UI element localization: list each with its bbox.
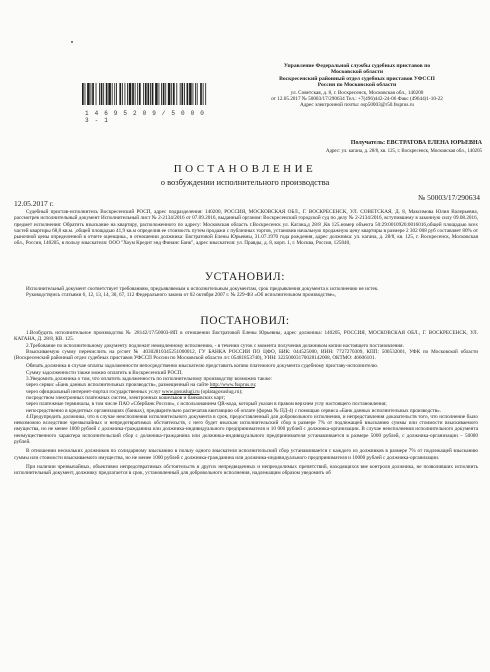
barcode-bar <box>197 83 198 105</box>
intro-paragraph <box>14 209 478 247</box>
barcode-bar <box>108 83 111 105</box>
barcode-bar <box>184 83 185 105</box>
barcode-bar <box>85 83 86 105</box>
barcode-bar <box>173 83 175 105</box>
barcode-bar <box>87 83 90 105</box>
barcode-bar <box>168 83 171 105</box>
gosuslugi-link[interactable]: www.gosuslugi.ru <box>161 388 200 395</box>
barcode-bar <box>135 83 136 105</box>
barcode-bar <box>176 83 177 105</box>
issuer-email: Адрес электронной почты: osp50003@r50.fssprus.ru <box>299 102 415 109</box>
payment-option-fssp-text: через сервис «Банк данных исполнительных производств», размещенный на сайте <box>26 382 209 389</box>
barcode-bar <box>203 83 204 105</box>
issuer-header <box>232 63 482 108</box>
clause-3: 3.Уведомить должника о том, что оплатить задолженность по исполнительному производству возможно также: <box>26 376 272 383</box>
force-majeure-note: При наличии чрезвычайных, объективно непредотвратимых обстоятельств и других непредвиденных и непреодолимых препятствий, находящихся вне контроля должника, не позволивших исполнить исполнительный документ, должнику предлагается в срок, установленный для добровольного исполнения, надлежащим образом уведомить об <box>14 463 478 477</box>
barcode-bar <box>103 83 104 105</box>
recipient-name: Получатель: ЕВСТРАТОВА ЕЛЕНА ЮРЬЕВНА <box>350 140 482 146</box>
barcode-bar <box>114 83 115 105</box>
barcode-bar <box>106 83 108 105</box>
barcode-bar <box>122 83 123 105</box>
payment-option-gosuslugi-end: (oplatagosuslug.ru); <box>200 388 243 395</box>
section-established: УСТАНОВИЛ: <box>204 271 286 283</box>
barcode-bar <box>143 83 144 105</box>
fssp-link[interactable]: http://www.fssprus.ru <box>209 382 255 389</box>
barcode-bar <box>180 83 181 105</box>
payment-option-fssp-end: ; <box>254 382 257 389</box>
barcode-bar <box>112 83 113 105</box>
issuer-line-4: России по Московской области <box>317 82 397 89</box>
recipient-address: Адрес: ул. кагана, д. 28/8, кв. 125, г. Воскресенск, Московская обл., 140205 <box>325 149 482 154</box>
section-resolved: ПОСТАНОВИЛ: <box>200 315 290 327</box>
payment-option-banks: непосредственно в кредитных организациях (банках), предварительно распечатав квитанцию об оплате (форма № ПД-4) с помощью сервиса «Банк данных исполнительных производств». <box>26 407 442 414</box>
barcode-bar <box>139 83 141 105</box>
barcode-bar <box>147 83 149 105</box>
barcode-bar <box>193 83 194 105</box>
barcode-bar <box>132 83 134 105</box>
barcode-bar <box>155 83 158 105</box>
barcode-bar <box>82 83 84 105</box>
barcode-bar <box>150 83 151 105</box>
barcode-bar <box>92 83 94 105</box>
established-block <box>14 286 478 299</box>
document-date: 12.05.2017 г. <box>14 199 54 208</box>
document-subtitle: о возбуждении исполнительного производства <box>160 177 330 187</box>
barcode-bar <box>205 83 206 105</box>
barcode-bar <box>119 83 121 105</box>
issuer-line-2: Московской области <box>330 69 384 76</box>
barcode-image <box>82 83 207 105</box>
barcode-bar <box>101 83 103 105</box>
barcode-bar <box>181 83 183 105</box>
established-text-1: Исполнительный документ соответствует требованиям, предъявляемым к исполнительным документам, срок предъявления документа к исполнению не истек. <box>26 286 379 292</box>
payment-option-gosuslugi-text: через официальный интернет-портал государственных услуг <box>26 388 161 395</box>
pay-at-office-note: Сумму задолженности также можно оплатить в Воскресенский РОСП. <box>26 369 183 376</box>
barcode-bar <box>189 83 192 105</box>
barcode-bar <box>152 83 154 105</box>
barcode-bar <box>96 83 97 105</box>
barcode-bar <box>195 83 196 105</box>
barcode-bar <box>116 83 117 105</box>
document-number: № 50003/17/290634 <box>418 193 480 202</box>
barcode-bar <box>137 83 138 105</box>
barcode-bar <box>129 83 132 105</box>
punch-mark <box>71 41 73 43</box>
intro-text: Судебный пристав-исполнитель Воскресенский РОСП, адрес подразделения: 140200, РОССИЯ, МОСКОВСКАЯ ОБЛ., Г. ВОСКРЕСЕНСК, УЛ. СОВЕТСКАЯ, Д. 8, Максимова Юлия Валерьевна, рассмотрев исполнительный документ Исполнительный лист № 2-2134/2016 от 07.09.2016, выданный органом: Воскресенский городской суд по делу № 2-2134/2016, вступившему в законную силу 09.08.2016, предмет исполнения: Обратить взыскание на квартиру, расположенного по адресу: Московская область г.Воскресенск ул. Кагана,д 28/8 ,Кв 125.номер объекта 50:29:0010926:0016016,общей площадью всех частей квартиры 68,8 кв.м. ,общей площадью 41,9 кв.м определив ее стоимость путем продажи с публичных торгов, установив начальную продажную цену квартиры в размере 2 302 008 руб составляет 80% от рыночной цены определенной в отчете оценщика., в отношении должника: Евстратовой Елены Юрьевны, 31.07.1970 года рождения, адрес должника: ул. кагана, д. 28/8, кв. 125, г. Воскресенск, Московская обл., Россия, 140205, в пользу взыскателя: ООО "Хоум Кредит энд Финанс Банк", адрес взыскателя: ул. Правды, д. 8, корп. 1, г. Москва, Россия, 125040, <box>14 209 478 247</box>
barcode-bar <box>171 83 172 105</box>
barcode-bar <box>91 83 92 105</box>
established-text-2: Руководствуясь статьями 6, 12, 13, 14, 30, 67, 112 Федерального закона от 02 октября 2007 г. № 229-ФЗ «Об исполнительном производстве», <box>26 292 336 299</box>
joint-debtors-note: В отношении нескольких должников по солидарному взысканию в пользу одного взыскателя исполнительский сбор устанавливается с каждого из должников в размере 7% от подлежащей взысканию суммы или стоимости взыскиваемого имущества, но не менее 1000 рублей с должника-гражданина или должника-индивидуального предпринимателя и 10000 рублей с должника-организации. <box>14 448 478 461</box>
issuer-line-3: Воскресенский районный отдел судебных приставов УФССП <box>279 75 435 82</box>
barcode-bar <box>165 83 166 105</box>
payment-proof-note: Обязать должника в случае оплаты задолженности непосредственно взыскателю представить копию платежного документа судебному приставу-исполнителю. <box>26 363 379 370</box>
issuer-address: ул. Советская, д. 8, г. Воскресенск, Московская обл., 140200 <box>290 89 424 96</box>
payment-option-terminals: через платежные терминалы, в том числе ПАО «Сбербанк России», с использованием QR-кода, который указан в правом верхнем углу настоящего постановления; <box>26 401 387 408</box>
barcode-bar <box>127 83 128 105</box>
clause-1: 1.Возбудить исполнительное производство № 28142/17/50003-ИП в отношении Евстратовой Елены Юрьевны, адрес должника: 140205, РОССИЯ, МОСКОВСКАЯ ОБЛ., Г. ВОСКРЕСЕНСК, УЛ. КАГАНА, Д. 28/8, КВ. 125. <box>14 330 478 343</box>
clause-4: 4.Предупредить должника, что в случае неисполнения исполнительного документа в срок, предоставленный для добровольного исполнения, и непредставления доказательств того, что исполнение было невозможно вследствие чрезвычайных и непредотвратимых обстоятельств, с него будет взыскан исполнительский сбор в размере 7% от подлежащей взысканию суммы или стоимости взыскиваемого имущества, но не менее 1000 рублей с должника-гражданина или должника-индивидуального предпринимателя и 10 000 рублей с должника-организации. В случае неисполнения исполнительного документа неимущественного характера исполнительский сбор с должника-гражданина или должника-индивидуального предпринимателя устанавливается в размере 5000 рублей, с должника-организации – 50000 рублей. <box>14 413 478 446</box>
barcode-bar <box>163 83 165 105</box>
payment-details: Взыскиваемую сумму перечислить на р/счет № 40302810345251000012, ГУ БАНКА РОССИИ ПО ЦФО, БИК: 044525000, ИНН: 7727270309, КПП: 500532001, УФК по Московской области (Воскресенский районный отдел судебных приставов УФССП России по Московской области л/с 05481853740), УИН: 32250003170028142008, ОКТМО: 46606101. <box>14 348 478 362</box>
issuer-line-1: Управление Федеральной службы судебных приставов по <box>283 63 431 69</box>
barcode-digits: 1 4 6 9 5 2 0 9 / 5 0 0 0 3 - 1 <box>85 110 206 124</box>
clause-2: 2.Требование по исполнительному документу подлежит немедленному исполнению, - в течении суток с момента получения должником копии настоящего постановления. <box>26 342 404 349</box>
barcode-bar <box>99 83 100 105</box>
barcode-bar <box>187 83 189 105</box>
issuer-phone: от 12.05.2017 № 50003/17/290634 Тел.: +7(496)442-24-06 Факс (49644)1-10-22 <box>271 95 443 102</box>
document-title: ПОСТАНОВЛЕНИЕ <box>173 163 317 175</box>
barcode-bar <box>125 83 126 105</box>
payment-option-wallets: посредством электронных платежных систем, электронных кошельков и банковских карт; <box>26 394 226 401</box>
barcode-bar <box>161 83 162 105</box>
barcode-bar <box>200 83 202 105</box>
barcode-bar <box>159 83 160 105</box>
barcode-bar <box>145 83 147 105</box>
resolved-block <box>14 330 478 477</box>
